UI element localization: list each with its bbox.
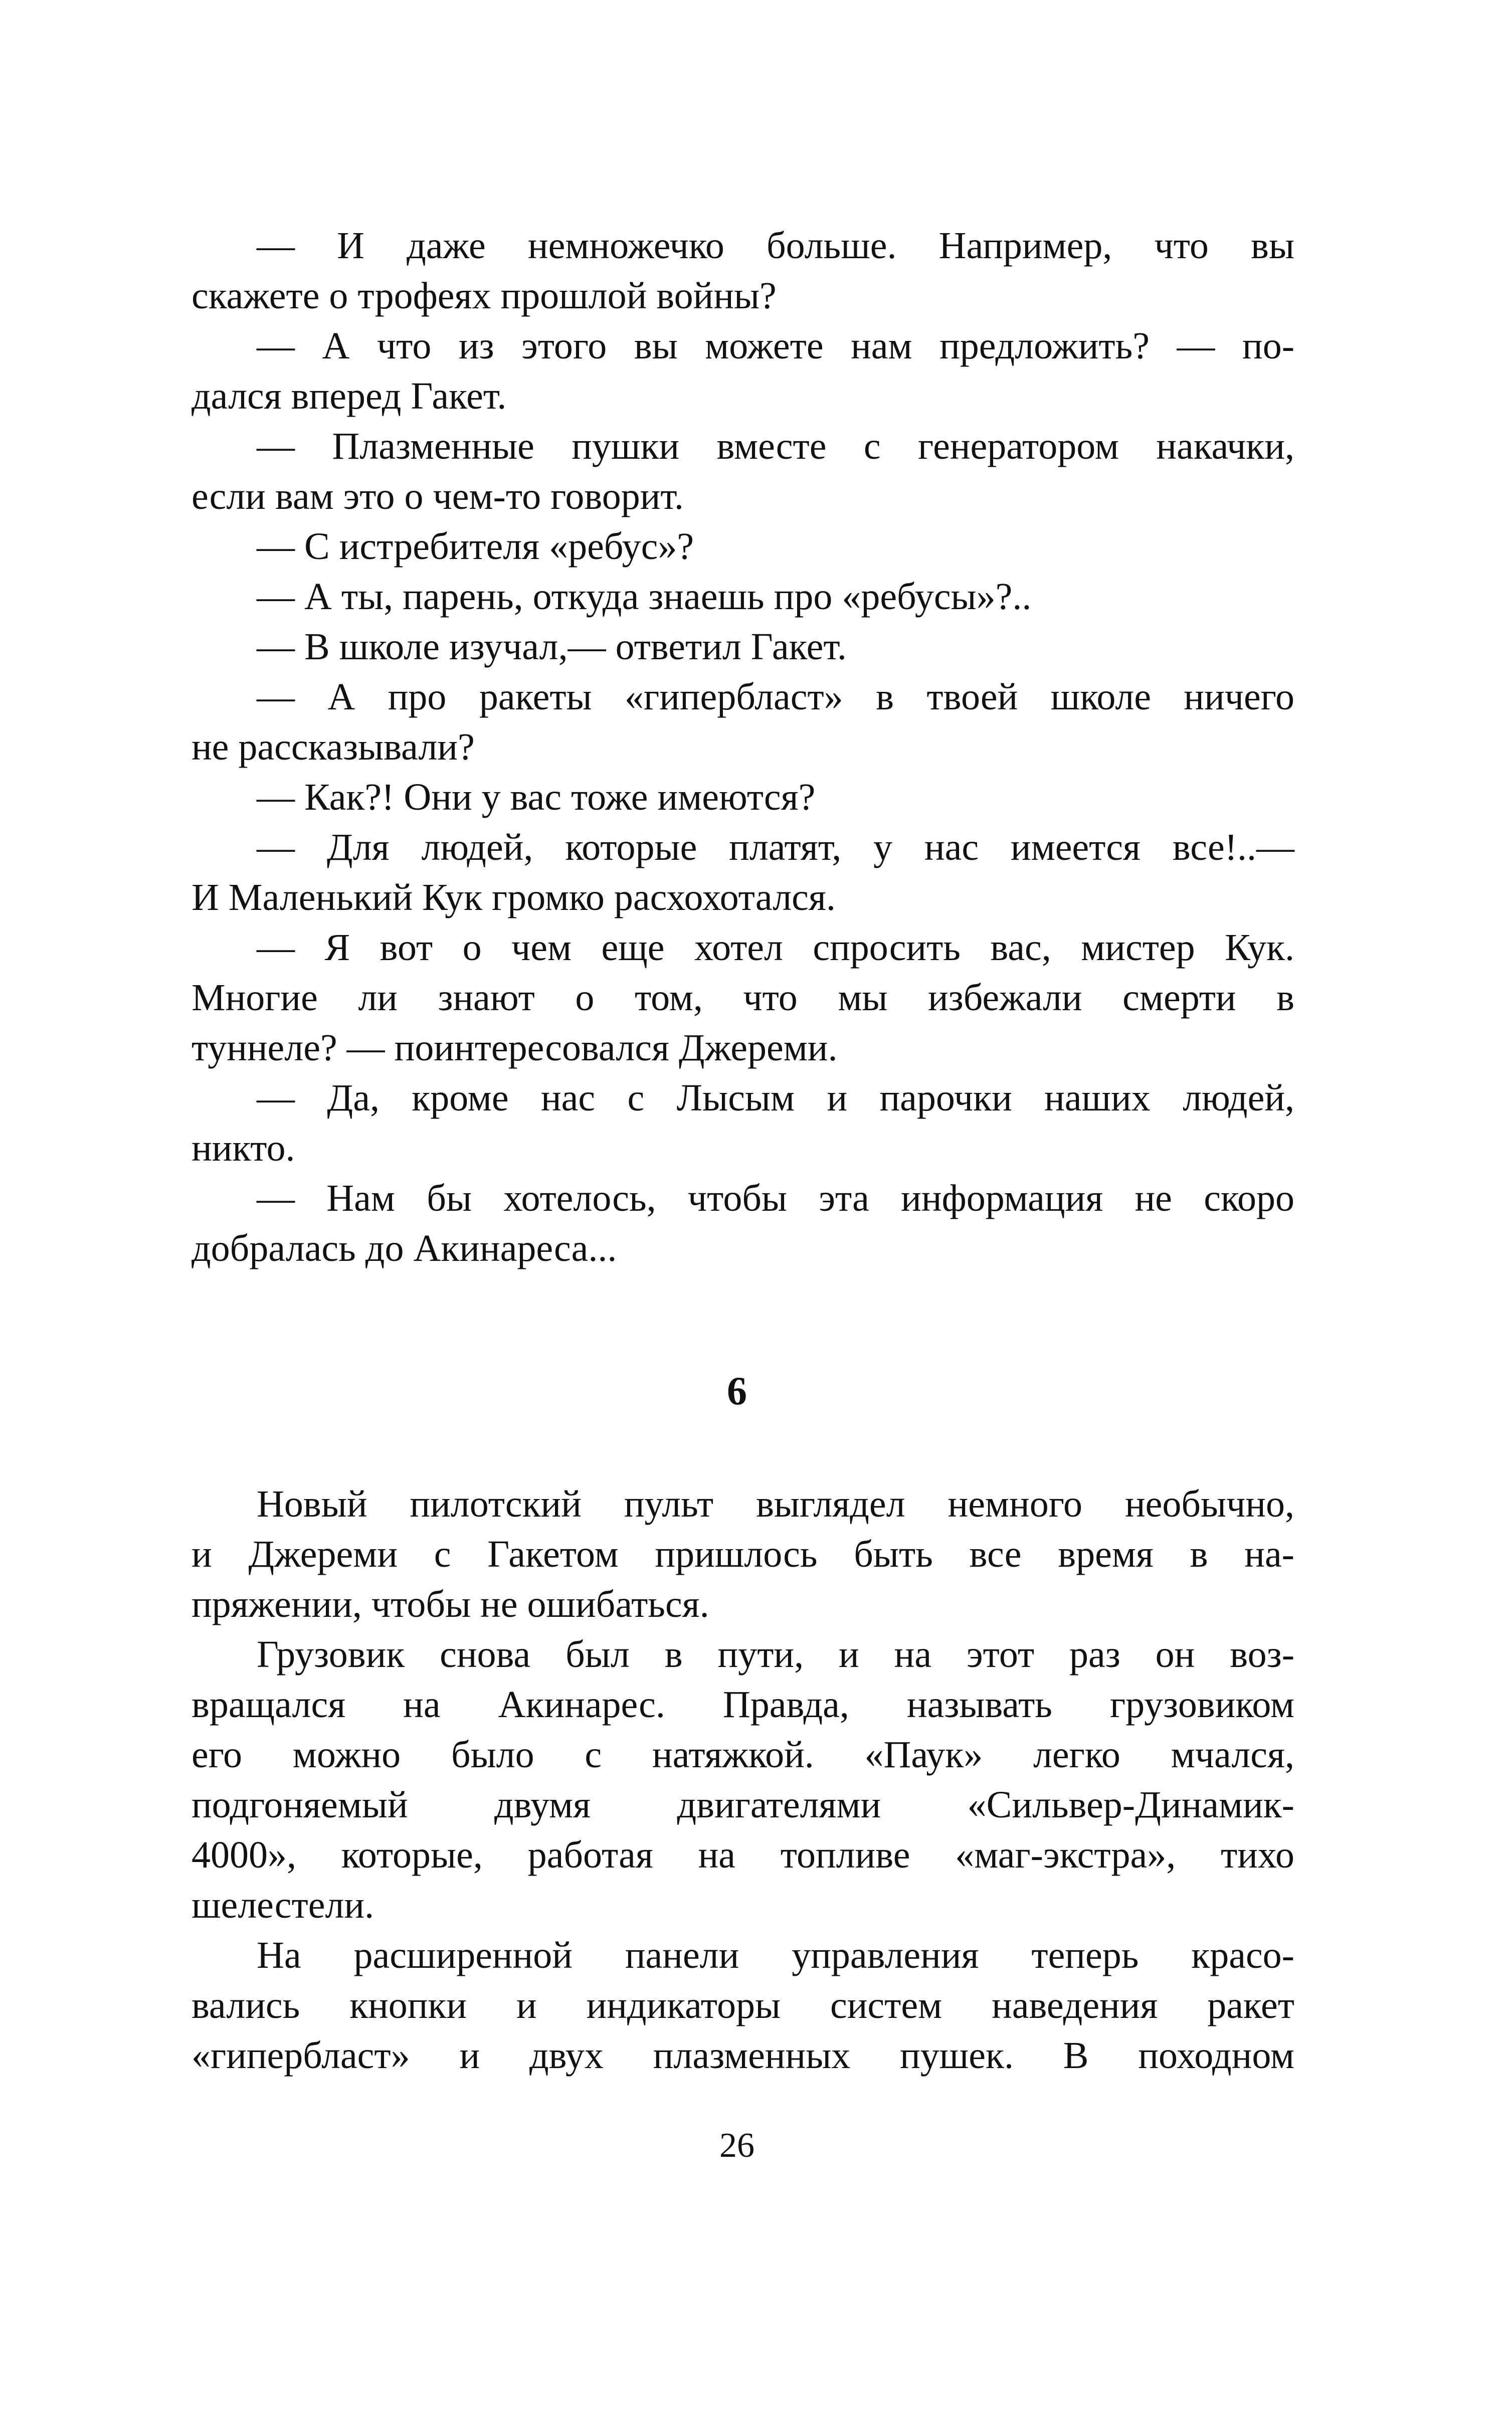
text-section-1 xyxy=(192,221,1294,1273)
text-line: — Я вот о чем еще хотел спросить вас, мистер Кук. xyxy=(257,926,1294,969)
text-line: — Нам бы хотелось, чтобы эта информация не скоро xyxy=(257,1177,1294,1219)
text-line: — А ты, парень, откуда знаешь про «ребусы»?.. xyxy=(257,576,1032,618)
text-line: Многие ли знают о том, что мы избежали смерти в xyxy=(192,977,1294,1019)
text-line: — Плазменные пушки вместе с генератором накачки, xyxy=(257,425,1294,467)
page-number: 26 xyxy=(719,2126,754,2165)
text-line: его можно было с натяжкой. «Паук» легко мчался, xyxy=(192,1734,1294,1776)
text-line: и Джереми с Гакетом пришлось быть все время в на- xyxy=(192,1533,1294,1575)
text-line: — С истребителя «ребус»? xyxy=(257,525,694,568)
text-line: добралась до Акинареса... xyxy=(192,1227,617,1269)
text-line: 4000», которые, работая на топливе «маг-экстра», тихо xyxy=(192,1834,1294,1876)
chapter-number: 6 xyxy=(727,1369,747,1413)
text-line: На расширенной панели управления теперь красо- xyxy=(257,1934,1294,1976)
text-line: подгоняемый двумя двигателями «Сильвер-Динамик- xyxy=(192,1784,1294,1826)
text-line: «гипербласт» и двух плазменных пушек. В походном xyxy=(192,2034,1294,2077)
text-line: — В школе изучал,— ответил Гакет. xyxy=(257,626,847,668)
text-line: если вам это о чем-то говорит. xyxy=(192,475,684,517)
text-line: никто. xyxy=(192,1127,295,1169)
text-line: — А про ракеты «гипербласт» в твоей школе ничего xyxy=(257,676,1294,718)
text-line: — Для людей, которые платят, у нас имеется все!..— xyxy=(257,826,1294,868)
text-line: — А что из этого вы можете нам предложить? — по- xyxy=(257,325,1294,367)
text-line: дался вперед Гакет. xyxy=(192,375,507,417)
text-line: туннеле? — поинтересовался Джереми. xyxy=(192,1027,838,1069)
text-line: И Маленький Кук громко расхохотался. xyxy=(192,876,836,918)
text-section-2 xyxy=(192,1479,1294,2081)
text-line: Новый пилотский пульт выглядел немного необычно, xyxy=(257,1483,1294,1525)
text-line: — Да, кроме нас с Лысым и парочки наших людей, xyxy=(257,1077,1294,1119)
text-line: вались кнопки и индикаторы систем наведения ракет xyxy=(192,1984,1294,2026)
text-line: вращался на Акинарес. Правда, называть грузовиком xyxy=(192,1684,1294,1726)
text-line: — И даже немножечко больше. Например, что вы xyxy=(257,225,1294,267)
text-line: шелестели. xyxy=(192,1884,374,1926)
text-line: — Как?! Они у вас тоже имеются? xyxy=(257,776,816,818)
text-line: Грузовик снова был в пути, и на этот раз он воз- xyxy=(257,1633,1294,1676)
text-line: не рассказывали? xyxy=(192,726,475,768)
text-line: скажете о трофеях прошлой войны? xyxy=(192,275,777,317)
text-line: пряжении, чтобы не ошибаться. xyxy=(192,1583,709,1625)
